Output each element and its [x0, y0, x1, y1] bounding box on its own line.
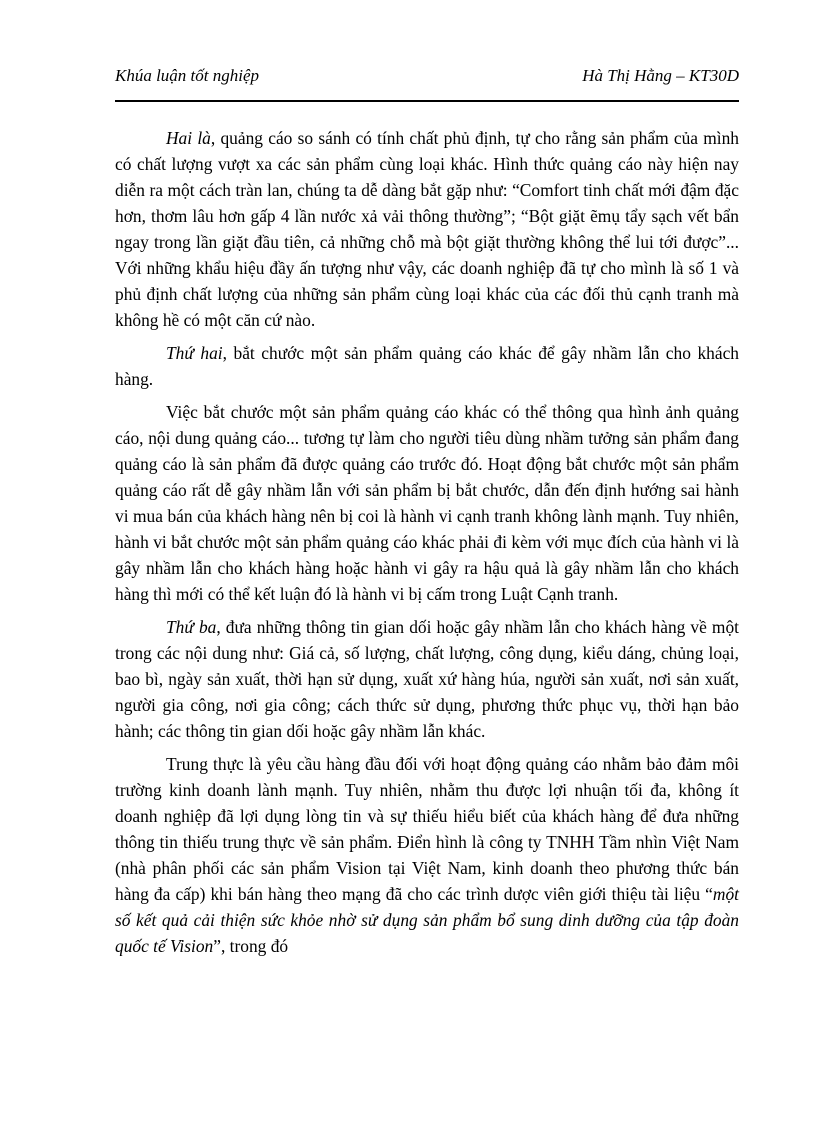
paragraph-bat-chuoc: [115, 399, 739, 607]
quoted-document-title: một số kết quả cải thiện sức khỏe nhờ sử dụng sản phẩm bổ sung dinh dưỡng của tập đoàn quốc tế Vision: [115, 884, 739, 956]
paragraph-text: , đưa những thông tin gian dối hoặc gây nhầm lẫn cho khách hàng về một trong các nội dung như: Giá cả, số lượng, chất lượng, công dụng, kiểu dáng, chủng loại, bao bì, ngày sản xuất, thời hạn sử dụng, xuất xứ hàng húa, người sản xuất, nơi sản xuất, người gia công, nơi gia công; cách thức sử dụng, phương thức phục vụ, thời hạn bảo hành; các thông tin gian dối hoặc gây nhầm lẫn khác.: [115, 617, 739, 741]
paragraph-thu-ba: [115, 614, 739, 744]
paragraph-trung-thuc: [115, 751, 739, 959]
paragraph-lead: Thứ hai: [166, 343, 223, 363]
paragraph-hai-la: [115, 125, 739, 333]
header-divider: [115, 100, 739, 102]
paragraph-text: , bắt chước một sản phẩm quảng cáo khác để gây nhầm lẫn cho khách hàng.: [115, 343, 739, 389]
header-title: Khúa luận tốt nghiệp: [115, 66, 260, 85]
paragraph-text: , quảng cáo so sánh có tính chất phủ định, tự cho rằng sản phẩm của mình có chất lượng vượt xa các sản phẩm cùng loại khác. Hình thức quảng cáo này hiện nay diễn ra một cách tràn lan, chúng ta dễ dàng bắt gặp như: “Comfort tinh chất mới đậm đặc hơn, thơm lâu hơn gấp 4 lần nước xả vải thông thường”; “Bột giặt ẽmụ tẩy sạch vết bẩn ngay trong lần giặt đầu tiên, cả những chỗ mà bột giặt thường không thể lui tới được”... Với những khẩu hiệu đầy ấn tượng như vậy, các doanh nghiệp đã tự cho mình là số 1 và phủ định chất lượng của những sản phẩm cùng loại khác của các đối thủ cạnh tranh mà không hề có một căn cứ nào.: [115, 128, 739, 330]
paragraph-text: Việc bắt chước một sản phẩm quảng cáo khác có thể thông qua hình ảnh quảng cáo, nội dung quảng cáo... tương tự làm cho người tiêu dùng nhầm tưởng sản phẩm đang quảng cáo là sản phẩm đã được quảng cáo trước đó. Hoạt động bắt chước một sản phẩm quảng cáo rất dễ gây nhầm lẫn với sản phẩm bị bắt chước, dẫn đến định hướng sai hành vi mua bán của khách hàng nên bị coi là hành vi cạnh tranh không lành mạnh. Tuy nhiên, hành vi bắt chước một sản phẩm quảng cáo khác phải đi kèm với mục đích của hành vi là gây nhầm lẫn cho khách hàng hoặc hành vi gây ra hậu quả là gây nhầm lẫn cho khách hàng thì mới có thể kết luận đó là hành vi bị cấm trong Luật Cạnh tranh.: [115, 402, 739, 604]
paragraph-thu-hai: [115, 340, 739, 392]
paragraph-tail: ”, trong đó: [213, 936, 289, 956]
paragraph-lead: Thứ ba: [166, 617, 217, 637]
paragraph-text: Trung thực là yêu cầu hàng đầu đối với hoạt động quảng cáo nhằm bảo đảm môi trường kinh doanh lành mạnh. Tuy nhiên, nhằm thu được lợi nhuận tối đa, không ít doanh nghiệp đã lợi dụng lòng tin và sự thiếu hiểu biết của khách hàng để đưa những thông tin thiếu trung thực về sản phẩm. Điển hình là công ty TNHH Tầm nhìn Việt Nam (nhà phân phối các sản phẩm Vision tại Việt Nam, kinh doanh theo phương thức bán hàng đa cấp) khi bán hàng theo mạng đã cho các trình dược viên giới thiệu tài liệu “: [115, 754, 739, 904]
paragraph-lead: Hai là: [166, 128, 211, 148]
header-author: Hà Thị Hằng – KT30D: [582, 66, 739, 85]
document-body: [115, 125, 739, 966]
